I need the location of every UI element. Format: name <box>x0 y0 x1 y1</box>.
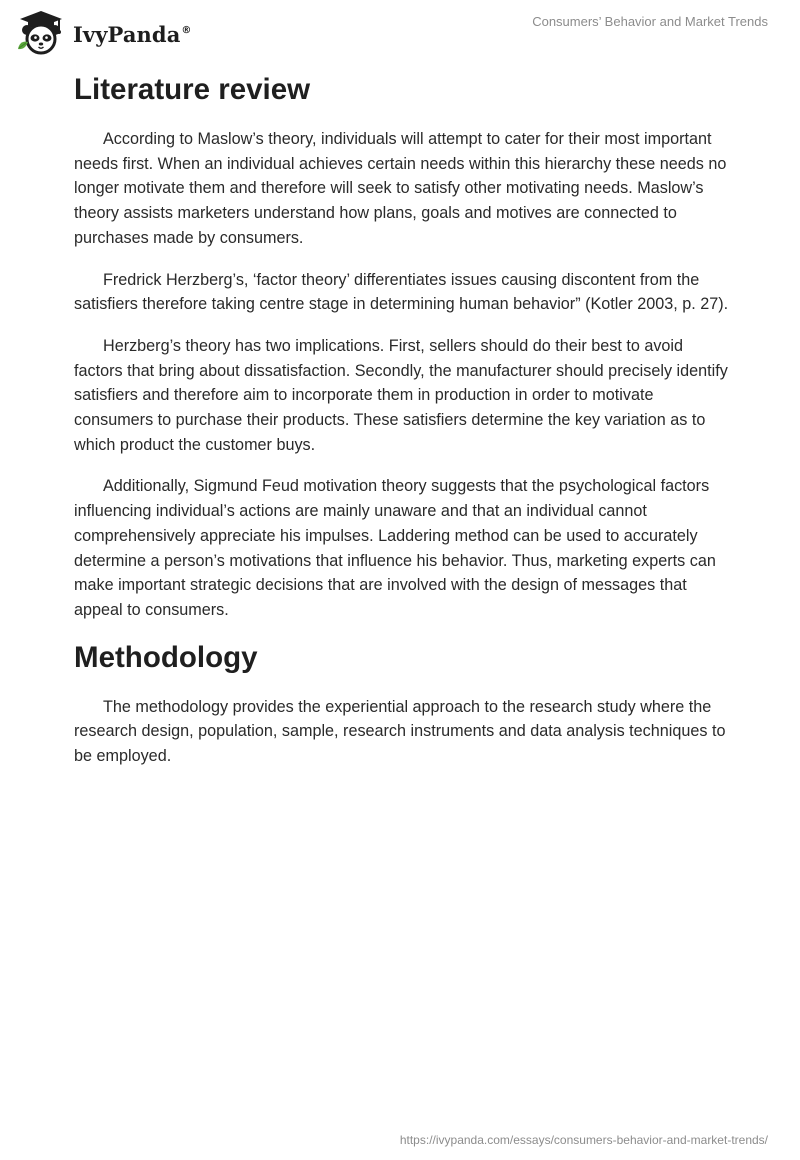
heading-methodology: Methodology <box>74 640 258 674</box>
paragraph: According to Maslow’s theory, individuals will attempt to cater for their most important needs first. When an individual achieves certain needs within this hierarchy these needs no longer motivate them and therefore will seek to satisfy other motivating needs. Maslow’s theory assists marketers understand how plans, goals and motives are connected to purchases made by consumers. <box>74 130 727 247</box>
paragraph: The methodology provides the experiential approach to the research study where the research design, population, sample, research instruments and data analysis techniques to be employed. <box>74 697 726 766</box>
registered-mark: ® <box>181 24 192 36</box>
heading-literature-review: Literature review <box>74 73 311 106</box>
panda-graduate-icon <box>14 9 68 57</box>
brand-name: IvyPanda® <box>73 21 192 47</box>
document-title: Consumers’ Behavior and Market Trends <box>532 14 768 29</box>
page-header <box>0 0 800 60</box>
paragraph: Fredrick Herzberg’s, ‘factor theory’ differentiates issues causing discontent from the satisfiers therefore taking centre stage in determining human behavior” (Kotler 2003, p. 27). <box>74 270 729 314</box>
document-body <box>74 72 734 786</box>
source-url-link[interactable]: https://ivypanda.com/essays/consumers-behavior-and-market-trends/ <box>399 1133 768 1147</box>
paragraph: Additionally, Sigmund Feud motivation theory suggests that the psychological factors influencing individual’s actions are mainly unaware and that an individual cannot comprehensively appreciate his impulses. Laddering method can be used to accurately determine a person’s motivations that influence his behavior. Thus, marketing experts can make important strategic decisions that are involved with the design of messages that appeal to consumers. <box>74 477 716 619</box>
paragraph: Herzberg’s theory has two implications. First, sellers should do their best to avoid factors that bring about dissatisfaction. Secondly, the manufacturer should precisely identify satisfiers and therefore aim to incorporate them in production in order to motivate consumers to purchase their products. These satisfiers determine the key variation as to which product the customer buys. <box>74 336 728 454</box>
ivypanda-logo[interactable] <box>14 9 192 57</box>
